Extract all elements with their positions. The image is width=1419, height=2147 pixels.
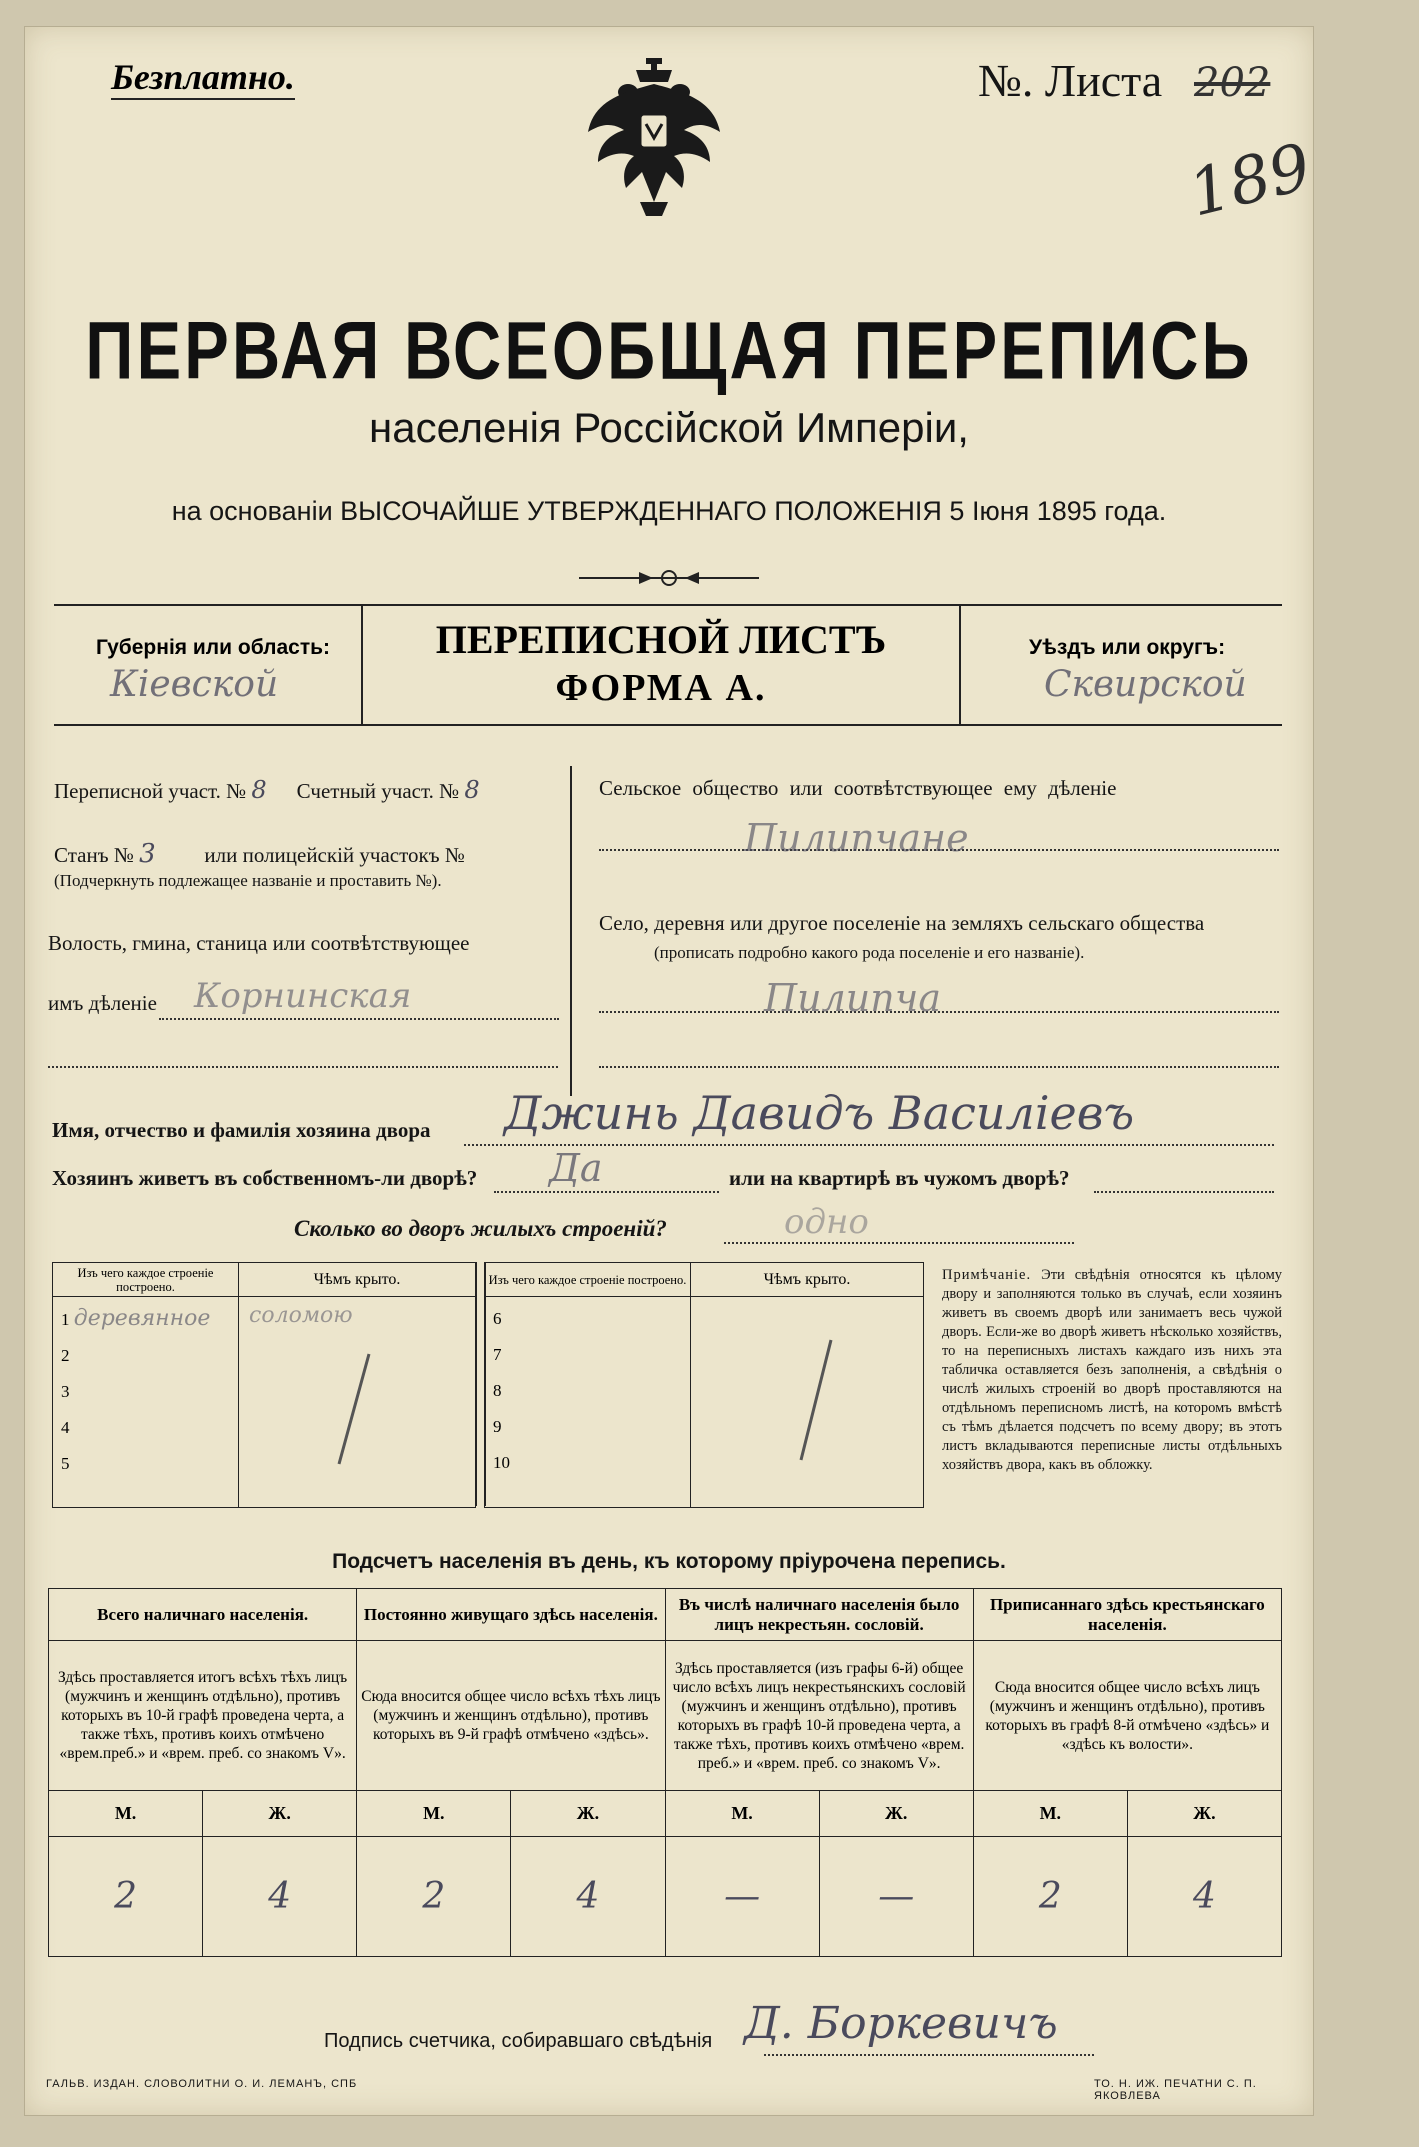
census-district-value: 8 (251, 776, 267, 804)
registered-zh: 4 (1127, 1837, 1281, 1957)
society-label: Сельское общество или соотвѣтствующее ему дѣленіе (599, 776, 1117, 800)
sheet-number-struck: 202 (1194, 60, 1271, 106)
volost-label: Волость, гмина, станица или соотвѣтствующее (48, 931, 470, 955)
buildings-table-left (52, 1262, 476, 1508)
society-value: Пилипчане (744, 816, 969, 860)
row-6: 6 (493, 1309, 502, 1328)
police-label: или полицейскій участокъ № (204, 843, 465, 867)
col-registered-title: Приписаннаго здѣсь крестьянскаго населенія. (973, 1589, 1281, 1641)
gubernia-label: Губернія или область: (96, 636, 331, 659)
zh-header: Ж. (203, 1791, 357, 1837)
divider (959, 606, 961, 724)
m-header: М. (973, 1791, 1127, 1837)
gubernia-value: Кіевской (110, 664, 279, 705)
empty-rows-strike (239, 1334, 439, 1484)
note-head: Примѣчаніе. (942, 1267, 1032, 1283)
col-permanent-desc: Сюда вносится общее число всѣхъ тѣхъ лицъ (мужчинъ и женщинъ отдѣльно), противъ которыхъ въ 9-й графѣ отмѣчено «здѣсь». (357, 1641, 665, 1791)
col-nonpeasant-desc: Здѣсь проставляется (изъ графы 6-й) общее число всѣхъ лицъ некрестьянскихъ сословій (мужчинъ и женщинъ отдѣльно), противъ которыхъ въ графѣ 10-й проведена черта, а также тѣхъ, противъ коихъ отмѣчено «врем. преб.» и «врем. преб. со знакомъ V». (665, 1641, 973, 1791)
ornament-divider (579, 566, 759, 590)
buildings-table-right (484, 1262, 924, 1508)
registered-m: 2 (973, 1837, 1127, 1957)
permanent-m: 2 (357, 1837, 511, 1957)
village-value: Пилипча (764, 976, 942, 1020)
col-registered-desc: Сюда вносится общее число всѣхъ лицъ (мужчинъ и женщинъ отдѣльно), противъ которыхъ въ графѣ 8-й отмѣчено «здѣсь» и «здѣсь къ волости». (973, 1641, 1281, 1791)
total-zh: 4 (203, 1837, 357, 1957)
volost-value: Корнинская (194, 976, 412, 1016)
signature-label: Подпись счетчика, собиравшаго свѣдѣнія (324, 2030, 713, 2052)
own-yard-value: Да (549, 1146, 603, 1190)
village-label: Село, деревня или другое поселеніе на земляхъ сельскаго общества (599, 911, 1205, 935)
row-2: 2 (61, 1346, 70, 1365)
free-label: Безплатно. (111, 56, 295, 100)
col-total-title: Всего наличнаго населенія. (49, 1589, 357, 1641)
col-roof-header-2: Чѣмъ крыто. (691, 1263, 924, 1297)
buildings-value: одно (784, 1202, 869, 1242)
form-subtitle: ФОРМА А. (555, 667, 767, 709)
col-total-desc: Здѣсь проставляется итогъ всѣхъ тѣхъ лицъ (мужчинъ и женщинъ отдѣльно), противъ которыхъ въ 10-й графѣ проведена черта, а также тѣхъ, противъ коихъ отмѣчено «врем.преб.» и «врем. преб. со знакомъ V». (49, 1641, 357, 1791)
row-1-roof: соломою (249, 1303, 353, 1328)
total-m: 2 (49, 1837, 203, 1957)
nonpeasant-zh: — (819, 1837, 973, 1957)
row-1: 1 деревянное (61, 1306, 211, 1331)
row-9: 9 (493, 1417, 502, 1436)
col-nonpeasant-title: Въ числѣ наличнаго населенія было лицъ некрестьян. сословій. (665, 1589, 973, 1641)
stan-row (54, 839, 564, 869)
row-5: 5 (61, 1454, 70, 1473)
zh-header: Ж. (1127, 1791, 1281, 1837)
count-district-label: Счетный участ. № (296, 779, 460, 803)
own-yard-label: Хозяинъ живетъ въ собственномъ-ли дворѣ? (52, 1166, 478, 1190)
sheet-number-handwritten: 189 (1181, 130, 1319, 232)
count-district-value: 8 (464, 776, 480, 804)
double-headed-eagle-emblem (584, 52, 724, 227)
extra-underline (48, 1066, 558, 1068)
footer-printer-right: ТО. Н. ИЖ. ПЕЧАТНИ С. П. ЯКОВЛЕВА (1094, 2078, 1257, 2102)
m-header: М. (665, 1791, 819, 1837)
rented-underline (1094, 1191, 1274, 1193)
stan-label: Станъ № (54, 843, 134, 867)
zh-header: Ж. (511, 1791, 665, 1837)
section-divider (570, 766, 572, 1096)
m-header: М. (49, 1791, 203, 1837)
stan-note: (Подчеркнуть подлежащее названіе и проставить №). (54, 871, 442, 890)
district-row (54, 776, 554, 804)
village-note: (прописать подробно какого рода поселеніе и его названіе). (654, 943, 1085, 962)
document-basis: на основаніи ВЫСОЧАЙШЕ УТВЕРЖДЕННАГО ПОЛОЖЕНІЯ 5 Іюня 1895 года. (171, 496, 1167, 526)
m-header: М. (357, 1791, 511, 1837)
row-3: 3 (61, 1382, 70, 1401)
volost-underline (159, 1018, 559, 1020)
row-10: 10 (493, 1453, 510, 1472)
footer-printer-left: ГАЛЬВ. ИЗДАН. СЛОВОЛИТНИ О. И. ЛЕМАНЪ, СПБ (46, 2078, 358, 2090)
note-text: Эти свѣдѣнія относятся къ цѣлому двору и заполняются только въ случаѣ, если хозяинъ живетъ въ своемъ дворѣ или занимаетъ весь чужой дворъ. Если-же во дворѣ живетъ нѣсколько хозяйствъ, то на переписныхъ листахъ каждаго изъ нихъ эта табличка оставляется безъ заполненія, а свѣдѣнія о числѣ жилыхъ строеній во дворѣ проставляются на отдѣльномъ переписномъ листѣ, на которомъ вмѣстѣ съ тѣмъ дѣлается подсчетъ по всему двору; въ этотъ листъ вкладываются переписные листы отдѣльныхъ хозяйствъ двора, какъ въ обложку. (942, 1267, 1282, 1473)
owner-name-value: Джинь Давидъ Василіевъ (504, 1086, 1135, 1140)
signature-underline (764, 2054, 1094, 2056)
buildings-label: Сколько во дворъ жилыхъ строеній? (294, 1216, 667, 1241)
owner-name-label: Имя, отчество и фамилія хозяина двора (52, 1118, 431, 1142)
census-district-label: Переписной участ. № (54, 779, 247, 803)
volost-label-2: имъ дѣленіе (48, 991, 157, 1015)
row-8: 8 (493, 1381, 502, 1400)
document-title: ПЕРВАЯ ВСЕОБЩАЯ ПЕРЕПИСЬ (85, 305, 1253, 397)
row-4: 4 (61, 1418, 70, 1437)
col-permanent-title: Постоянно живущаго здѣсь населенія. (357, 1589, 665, 1641)
stan-value: 3 (139, 839, 156, 869)
row-1-material: деревянное (73, 1306, 211, 1331)
col-material-header-2: Изъ чего каждое строеніе построено. (485, 1263, 691, 1297)
rented-label: или на квартирѣ въ чужомъ дворѣ? (729, 1166, 1070, 1190)
own-yard-underline (494, 1191, 719, 1193)
nonpeasant-m: — (665, 1837, 819, 1957)
population-heading: Подсчетъ населенія въ день, къ которому пріурочена перепись. (332, 1550, 1006, 1573)
form-title: ПЕРЕПИСНОЙ ЛИСТЪ (435, 617, 887, 662)
village-underline-2 (599, 1066, 1279, 1068)
buildings-note (942, 1266, 1282, 1475)
uezd-value: Сквирской (1044, 664, 1247, 705)
col-roof-header: Чѣмъ крыто. (239, 1263, 476, 1297)
signature-value: Д. Боркевичъ (744, 1998, 1058, 2049)
row-7: 7 (493, 1345, 502, 1364)
document-subtitle: населенія Россійской Имперіи, (369, 404, 969, 451)
form-header-box (54, 604, 1282, 726)
sheet-number-label: №. Листа (978, 55, 1163, 106)
empty-rows-strike-2 (691, 1300, 891, 1500)
population-table (48, 1588, 1282, 1957)
buildings-underline (724, 1242, 1074, 1244)
uezd-label: Уѣздъ или округъ: (1029, 636, 1226, 659)
census-sheet (24, 26, 1319, 2116)
zh-header: Ж. (819, 1791, 973, 1837)
col-material-header: Изъ чего каждое строеніе построено. (53, 1263, 239, 1297)
permanent-zh: 4 (511, 1837, 665, 1957)
